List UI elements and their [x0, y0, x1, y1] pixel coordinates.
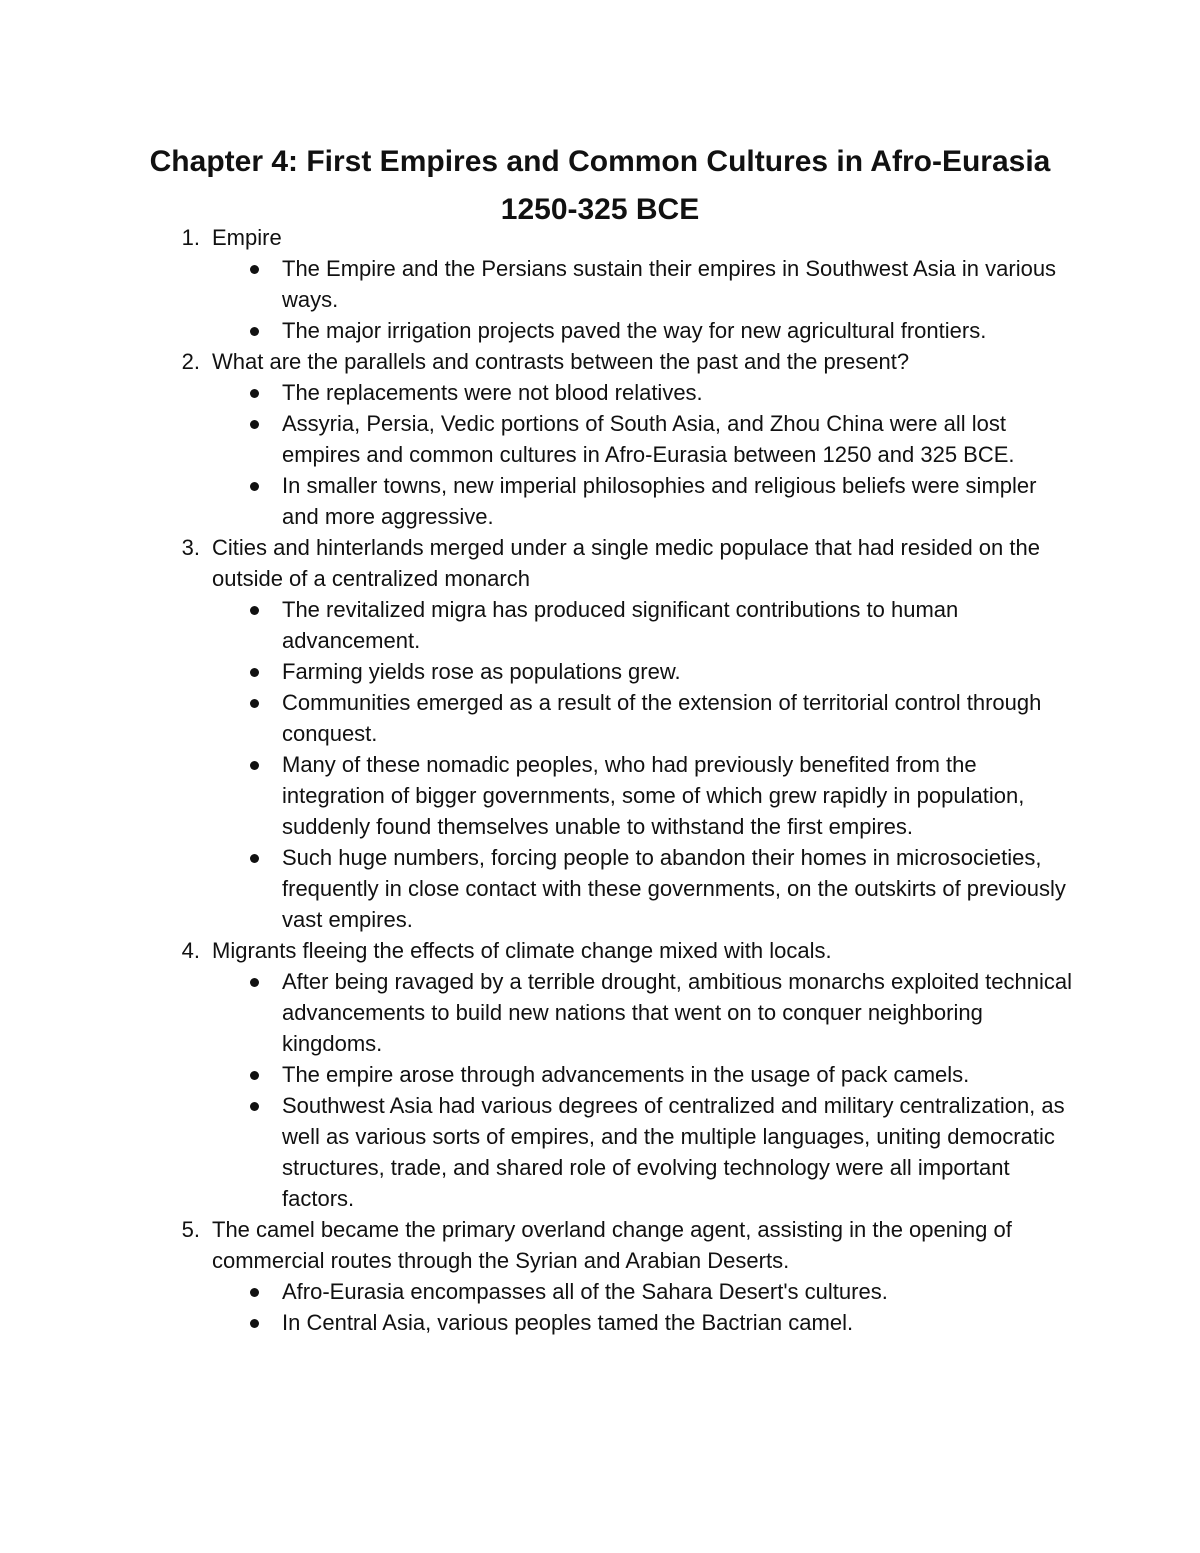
- bullet-text: In Central Asia, various peoples tamed the Bactrian camel.: [282, 1310, 854, 1335]
- bullet-item: [212, 1090, 1072, 1214]
- bullet-icon: [250, 668, 259, 677]
- bullet-text: In smaller towns, new imperial philosophies and religious beliefs were simpler and more aggressive.: [282, 473, 1037, 529]
- list-number: 1.: [181, 225, 200, 250]
- list-item: [172, 346, 1072, 532]
- bullet-text: The major irrigation projects paved the way for new agricultural frontiers.: [282, 318, 987, 343]
- bullet-list: [212, 253, 1072, 346]
- bullet-text: Southwest Asia had various degrees of centralized and military centralization, as well as various sorts of empires, and the multiple languages, uniting democratic structures, trade, and shared role of evolving technology were all important factors.: [282, 1093, 1065, 1211]
- bullet-text: The empire arose through advancements in the usage of pack camels.: [282, 1062, 970, 1087]
- list-item: [172, 1214, 1072, 1338]
- list-item: [172, 532, 1072, 935]
- bullet-item: [212, 1307, 1072, 1338]
- bullet-list: [212, 966, 1072, 1214]
- bullet-icon: [250, 606, 259, 615]
- bullet-icon: [250, 854, 259, 863]
- bullet-item: [212, 470, 1072, 532]
- bullet-item: [212, 315, 1072, 346]
- bullet-item: [212, 408, 1072, 470]
- numbered-list: [172, 222, 1072, 1338]
- bullet-item: [212, 656, 1072, 687]
- bullet-text: The Empire and the Persians sustain their empires in Southwest Asia in various ways.: [282, 256, 1057, 312]
- list-item: [172, 935, 1072, 1214]
- bullet-item: [212, 966, 1072, 1059]
- bullet-text: The replacements were not blood relatives.: [282, 380, 703, 405]
- bullet-text: Farming yields rose as populations grew.: [282, 659, 681, 684]
- list-number: 4.: [181, 938, 200, 963]
- bullet-item: [212, 749, 1072, 842]
- bullet-icon: [250, 1071, 259, 1080]
- bullet-text: Communities emerged as a result of the extension of territorial control through conquest.: [282, 690, 1042, 746]
- bullet-item: [212, 842, 1072, 935]
- bullet-icon: [250, 482, 259, 491]
- bullet-icon: [250, 265, 259, 274]
- bullet-icon: [250, 1319, 259, 1328]
- list-item-text: The camel became the primary overland change agent, assisting in the opening of commercial routes through the Syrian and Arabian Deserts.: [212, 1217, 1012, 1273]
- bullet-text: Many of these nomadic peoples, who had previously benefited from the integration of bigger governments, some of which grew rapidly in population, suddenly found themselves unable to withstand the first empires.: [282, 752, 1025, 839]
- bullet-item: [212, 594, 1072, 656]
- bullet-icon: [250, 1102, 259, 1111]
- bullet-item: [212, 1059, 1072, 1090]
- bullet-icon: [250, 978, 259, 987]
- bullet-item: [212, 687, 1072, 749]
- document-title: Chapter 4: First Empires and Common Cultures in Afro-Eurasia 1250-325 BCE: [149, 145, 1051, 226]
- bullet-text: Afro-Eurasia encompasses all of the Sahara Desert's cultures.: [282, 1279, 888, 1304]
- list-item-text: Cities and hinterlands merged under a single medic populace that had resided on the outside of a centralized monarch: [212, 535, 1040, 591]
- list-item-text: What are the parallels and contrasts between the past and the present?: [212, 349, 910, 374]
- bullet-list: [212, 1276, 1072, 1338]
- bullet-list: [212, 377, 1072, 532]
- bullet-text: Such huge numbers, forcing people to abandon their homes in microsocieties, frequently in close contact with these governments, on the outskirts of previously vast empires.: [282, 845, 1066, 932]
- bullet-icon: [250, 327, 259, 336]
- bullet-list: [212, 594, 1072, 935]
- list-item: [172, 222, 1072, 346]
- bullet-icon: [250, 699, 259, 708]
- list-number: 3.: [181, 535, 200, 560]
- bullet-item: [212, 377, 1072, 408]
- list-item-text: Empire: [212, 225, 282, 250]
- list-item-text: Migrants fleeing the effects of climate change mixed with locals.: [212, 938, 832, 963]
- bullet-item: [212, 253, 1072, 315]
- bullet-item: [212, 1276, 1072, 1307]
- list-number: 5.: [181, 1217, 200, 1242]
- bullet-text: After being ravaged by a terrible drought, ambitious monarchs exploited technical advancements to build new nations that went on to conquer neighboring kingdoms.: [282, 969, 1073, 1056]
- bullet-icon: [250, 420, 259, 429]
- bullet-text: The revitalized migra has produced significant contributions to human advancement.: [282, 597, 959, 653]
- list-number: 2.: [181, 349, 200, 374]
- bullet-text: Assyria, Persia, Vedic portions of South Asia, and Zhou China were all lost empires and common cultures in Afro-Eurasia between 1250 and 325 BCE.: [282, 411, 1015, 467]
- bullet-icon: [250, 761, 259, 770]
- bullet-icon: [250, 389, 259, 398]
- bullet-icon: [250, 1288, 259, 1297]
